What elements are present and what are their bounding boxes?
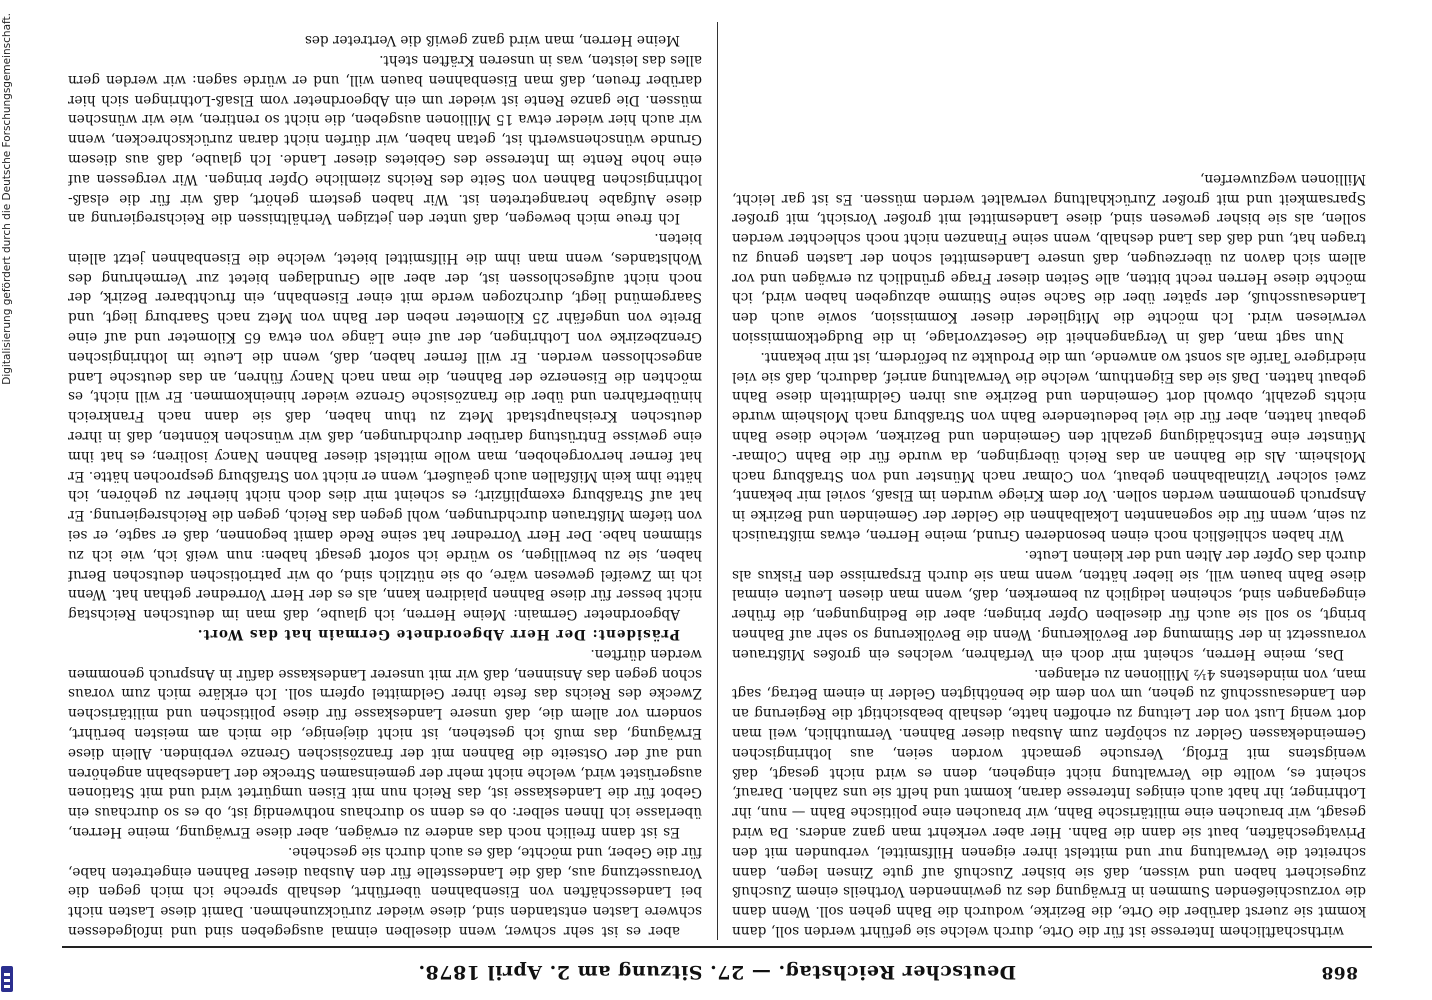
text-column-left (732, 22, 1366, 940)
paragraph: Ich freue mich bewegen, daß unter den jetzigen Verhältnissen die Reichsregierung an diese Aufgabe herangetreten ist. Wir haben gestern gehört, daß wir für die elsaß-lothringischen Bahnen von Seite des Reichs ziemliche Opfer bringen. Wir vergessen auf eine hohe Rente im Interesse des Gebietes dieser Lande. Ich glaube, daß aus diesem Grunde wünschenswerth ist, getan haben, wir dürfen nicht daran zurückschrecken, wenn wir auch hier wieder etwa 15 Millionen ausgeben, die nicht so rentiren, wie wir wünschen müssen. Die ganze Rente ist wieder um ein Abgeordneter vom Elsaß-Lothringen sich hier darüber freuen, daß man Eisenbahnen bauen will, und er würde sagen: wir werden gern alles das leisten, was in unseren Kräften steht. (68, 51, 702, 227)
paragraph: Meine Herren, man wird ganz gewiß die Vertreter des (304, 32, 680, 49)
paragraph: Es ist dann freilich noch das andere zu erwägen, aber diese Erwägung, meine Herren, überlasse ich Ihnen selber: ob es denn so durchaus nothwendig ist, ob es so durchaus ein Gebot für die Landeskasse ist, das Reich nun mit Eisen umgürtet wird und mit Stationen ausgerüstet wird, welche nicht mehr der gemeinsamen Strecke der Landesbahn angehören und auf der Ostseite die Bahnen mit der französischen Grenze verbinden. Allein diese Erwägung, das muß ich gestehen, ist nicht diejenige, die mich am meisten berührt, sondern vor allem die, daß unsere Landeskasse für diese politischen und militärischen Zwecke des Reichs das feste ihrer Geldmittel opfern soll. Ich erkläre mich zum voraus schon gegen das Ansinnen, daß wir mit unserer Landeskasse dafür in Anspruch genommen werden dürften. (68, 645, 702, 841)
page-header (62, 952, 1372, 992)
speaker-paragraph: Präsident: Der Herr Abgeordnete Germain hat das Wort. (196, 626, 680, 643)
scanned-page (62, 8, 1372, 992)
paragraph: aber es ist sehr schwer, wenn dieselben einmal ausgegeben sind und infolgedessen schwere Lasten entstanden sind, diese wieder zurückzunehmen. Damit diese Lasten nicht bei Landesschäften von Eisenbahnen überführt, deshalb spreche ich mich gegen die Voraussetzung aus, daß die Landesstelle für den Ausbau dieser Bahnen eingetreten habe, für die Geber, und möchte, daß es auch durch sie geschehe. (68, 843, 702, 939)
header-rule (62, 946, 1372, 948)
text-column-right (68, 22, 702, 940)
paragraph: Wir haben schließlich noch einen besonderen Grund, meine Herren, etwas mißtrauisch zu sein, wenn für die sogenannten Lokalbahnen die Gelder der Gemeinden und Bezirke in Anspruch genommen werden sollen. Vor dem Kriege wurden im Elsaß, soviel mir bekannt, zwei solcher Vizinalbahnen gebaut, von Colmar nach Münster und von Straßburg nach Molsheim. Als die Bahnen an das Reich übergingen, da wurde für die Bahn Colmar-Münster eine Entschädigung gezahlt den Gemeinden und Bezirken, welche diese Bahn gebaut hatten, aber für die viel bedeutendere Bahn von Straßburg nach Molsheim wurde nichts gezahlt, obwohl dort Gemeinden und Bezirke aus ihren Geldmitteln diese Bahn gebaut hatten. Daß sie das Eigenthum, welche die Verwaltung anrief, dadurch, daß sie viel niedrigere Tarife als sonst wo anwende, um die Produkte zu befördern, ist mir bekannt. (732, 348, 1366, 544)
paragraph: wirthschaftlichem Interesse ist für die Orte, durch welche sie geführt werden soll, dann kommt sie zuerst darüber die Orte, die Bezirke, wodurch die Bahn gehen soll. Wenn dann die vorzuschießenden Summen in Erwägung des zu gewinnenden Vortheils einem Zuschuß zugesichert haben und wissen, daß sie bisher Zuschuß auf gute Zinsen legen, dann schreitet die Verwaltung nur und mittelst ihrer eigenen Hilfsmittel, verbunden mit den Privatgeschäften, baut sie dann die Bahn. Hier aber verkehrt man ganz anders. Da wird gesagt, wir brauchen eine militärische Bahn, wir brauchen eine politische Bahn — nun, ihr Lothringer, ihr habt auch einiges Interesse daran, kommt und helft sie uns zahlen. Darauf, scheint es, wollte die Verwaltung nicht eingehen, denn es wird nicht gesagt, daß wenigstens mit Erfolg, Versuche gemacht worden seien, aus lothringischen Gemeindekassen Gelder zu schöpfen zum Ausbau dieser Bahnen. Vermuthlich, weil man dort wenig Lust von der Leitung zu erhoffen hatte, deshalb beabsichtigt die Regierung an den Landesausschuß zu gehen, um von dem die benöthigten Gelder in einem Betrag, sagt man, von mindestens 4½ Millionen zu erlangen. (732, 665, 1366, 939)
page-number: 868 (1321, 962, 1358, 982)
paragraph: Nun sagt man, daß in Vergangenheit die Gesetzvorlage, in die Budgetkommission verwiesen wird. Ich möchte die Mitglieder dieser Kommission, sowie auch den Landesausschuß, der später über die Sache seine Stimme abzugeben haben wird, ich möchte diese Herren recht bitten, alle Seiten dieser Frage gründlich zu erwägen und vor allem sich davon zu überzeugen, daß unsere Landesmittel schon der Lasten genug zu tragen hat, und daß das Land deshalb, wenn seine Finanzen nicht noch schlechter werden sollen, als sie bisher gewesen sind, diese Landesmittel mit großer Vorsicht, mit großer Sparsamkeit und mit großer Zurückhaltung verwaltet werden müssen. Es ist gar leicht, Millionen wegzuwerfen, (732, 170, 1366, 346)
digitization-credit-strip (0, 0, 14, 1000)
page-title: Deutscher Reichstag. — 27. Sitzung am 2. April 1878. (417, 961, 1017, 983)
paragraph: Abgeordneter Germain: Meine Herren, ich glaube, daß man im deutschen Reichstag nicht besser für diese Bahnen plaidiren kann, als es der Herr Vorredner gethan hat. Wenn ich im Zweifel gewesen wäre, ob sie nützlich sind, ob wir patriotischen deutschen Beruf haben, sie zu bewilligen, so würde ich sofort gesagt haben: nun weiß ich, wie ich zu stimmen habe. Der Herr Vorredner hat seine Rede damit begonnen, daß er sagte, er sei von tiefem Mißtrauen durchdrungen, wohl gegen das Reich, gegen die Reichsregierung. Er hat auf Straßburg exemplifizirt; es scheint mir dies doch nicht hierher zu gehören, ich hätte ihm kein Mißfallen auch geäußert, wenn er nicht von Straßburg gesprochen hätte. Er hat ferner hervorgehoben, man wolle mittelst dieser Bahnen Nancy isoliren; es hat ihm eine gewisse Entrüstung darüber durchdrungen, daß wir wünschen könnten, daß in ihrer deutschen Kreishauptstadt Metz zu thun haben, daß sie dann nach Frankreich hinüberfahren und über die französische Grenze wieder hineinkommen. Er will nicht, es möchten die Eisenerze der Bahnen, die man nach Nancy führen, an das deutsche Land angeschlossen werden. Er will ferner haben, daß, wenn die Leute im lothringischen Grenzbezirke von Lothringen, der auf eine Länge von etwa 65 Kilometer und auf eine Breite von ungefähr 25 Kilometer neben der Bahn von Metz nach Saarburg liegt, und Saargemünd liegt, durchzogen werde mit einer Eisenbahn, ein fruchtbarer Bezirk, der noch nicht aufgeschlossen ist, der aber alle Grundlagen bietet zur Vermehrung des Wohlstandes, wenn man ihm die Hilfsmittel bietet, welche die Eisenbahnen jetzt allein bieten. (68, 230, 702, 623)
column-divider (717, 22, 718, 940)
dfg-logo-icon (1, 966, 13, 992)
paragraph: Das, meine Herren, scheint mir doch ein Verfahren, welches ein großes Mißtrauen voraussetzt in der Stimmung der Bevölkerung. Wenn die Bevölkerung so sehr auf Bahnen bringt, so soll sie auch für dieselben Opfer bringen; aber die Bedingungen, die früher eingegangen sind, scheinen lediglich zu bemerken, daß, wenn man diesen Leuten einmal diese Bahn bauen will, sie lieber hätten, wenn man sie durch Ersparnisse den Fiskus als durch das Opfer der Alten und der kleinen Leute. (732, 546, 1366, 662)
digitization-credit-text: Digitalisierung gefördert durch die Deutsche Forschungsgemeinschaft. (1, 13, 13, 385)
